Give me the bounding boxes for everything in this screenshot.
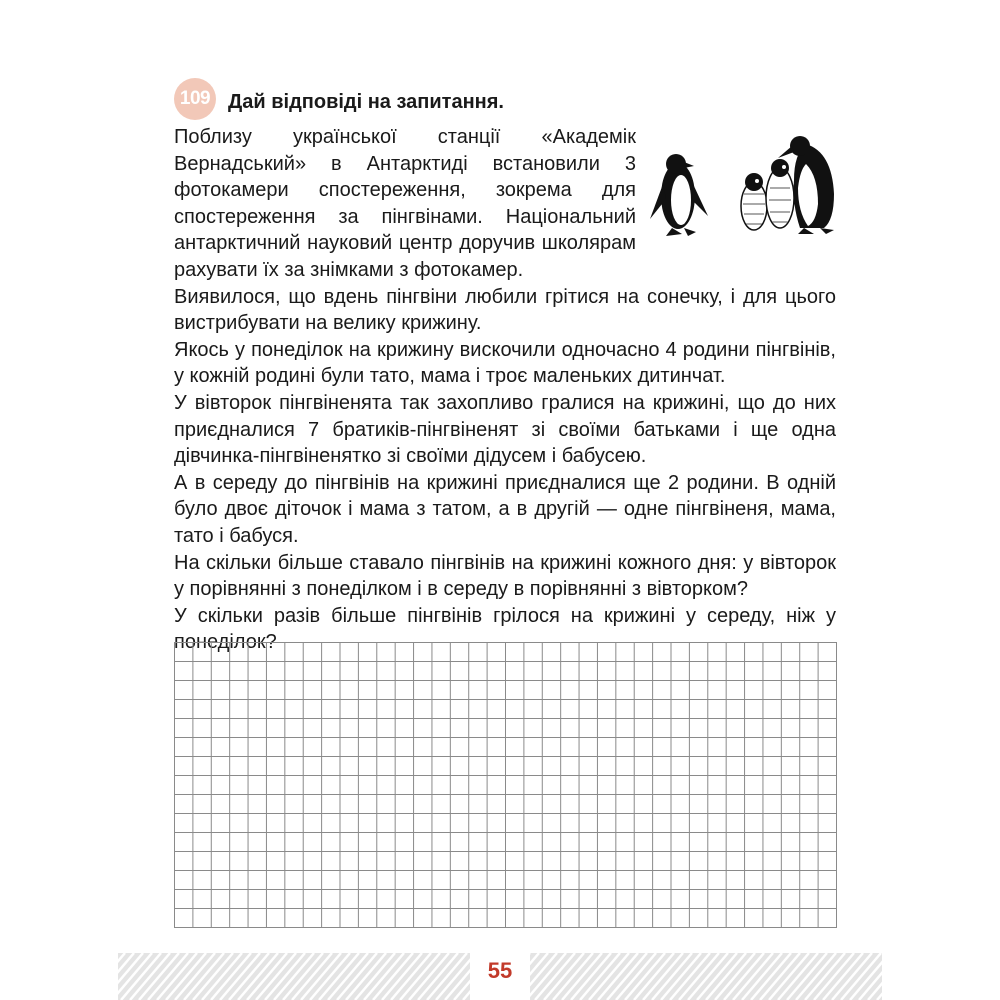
penguins-illustration xyxy=(648,124,838,244)
paragraph-1: Виявилося, що вдень пінгвіни любили грітися на сонечку, і для цього вистрибувати на велику крижину. xyxy=(174,285,836,335)
task-title: Дай відповіді на запитання. xyxy=(228,90,504,113)
penguin-chick-icon xyxy=(741,173,767,230)
paragraph-3: У вівторок пінгвіненята так захопливо гралися на крижині, що до них приєдналися 7 братиків-пінгвіненят зі своїми батьками і ще одна дівчинка-пінгвіненятко зі своїми дідусем і бабусею. xyxy=(174,391,836,468)
intro-paragraph: Поблизу української станції «Академік Вернадський» в Антарктиді встановили 3 фотокамери спостереження, зокрема для спостереження за пінгвінами. Національний антарктичний науковий центр доручив школярам рахувати їх за знімками з фотокамер. xyxy=(174,126,636,281)
page-number: 55 xyxy=(487,958,513,983)
penguin-chick-icon xyxy=(766,159,794,228)
task-header xyxy=(174,78,504,120)
paragraph-2: Якось у понеділок на крижину вискочили одночасно 4 родини пінгвінів, у кожній родині були тато, мама і троє маленьких дитинчат. xyxy=(174,338,836,388)
task-number-badge: 109 xyxy=(174,78,216,120)
paragraph-4: А в середу до пінгвінів на крижині приєдналися ще 2 родини. В одній було двоє діточок і мама з татом, а в другій — одне пінгвіненя, мама, тато і бабуся. xyxy=(174,471,836,547)
paragraph-6: У скільки разів більше пінгвінів грілося на крижині у середу, ніж у понеділок? xyxy=(174,604,836,654)
penguin-left-icon xyxy=(650,154,708,236)
paragraph-5: На скільки більше ставало пінгвінів на крижині кожного дня: у вівторок у порівнянні з понеділком і в середу в порівнянні з вівторком? xyxy=(174,551,836,601)
answer-grid[interactable] xyxy=(174,642,837,928)
